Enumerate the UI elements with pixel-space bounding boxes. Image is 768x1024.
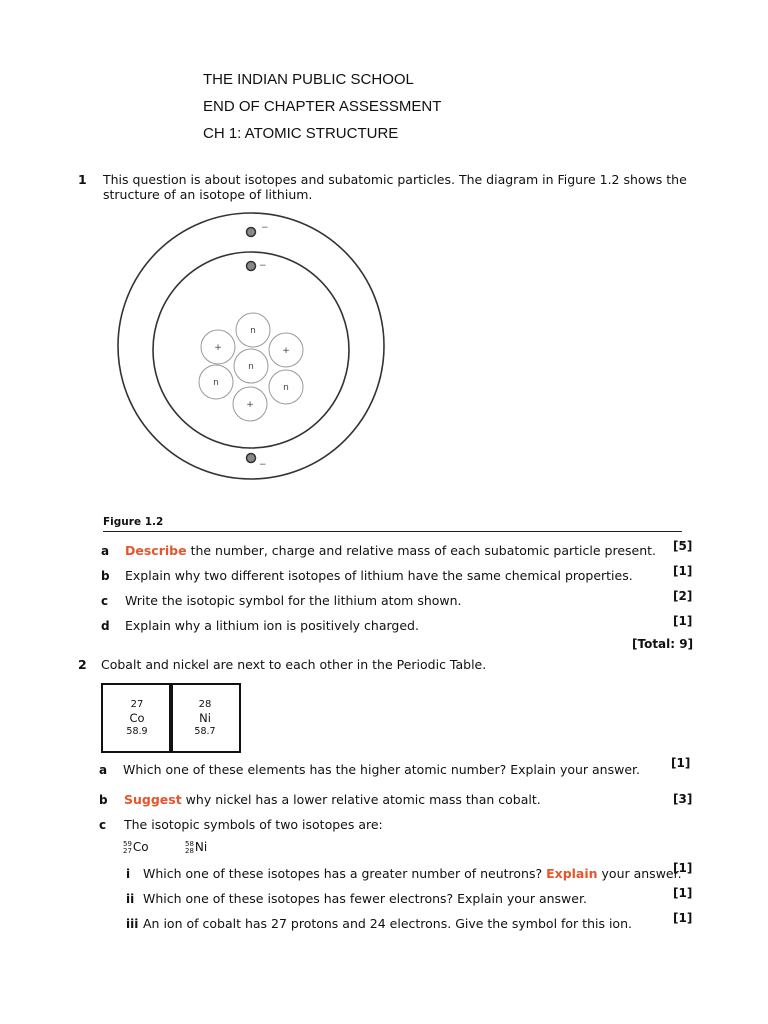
q1-part-d-text: Explain why a lithium ion is positively charged. [125,618,419,633]
q2-part-b-text: Suggest why nickel has a lower relative atomic mass than cobalt. [124,792,541,807]
proton-bottom [233,387,267,421]
svg-text:n: n [213,378,219,388]
q2-subpart-i-text: Which one of these isotopes has a greater number of neutrons? Explain your answer. [143,866,682,881]
cobalt-symbol: Co [129,711,145,725]
nickel-atomic-number: 28 [198,699,212,710]
q1-part-c-text: Write the isotopic symbol for the lithium atom shown. [125,593,462,608]
electron-inner-top [247,261,267,271]
q2-subpart-ii-text: Which one of these isotopes has fewer electrons? Explain your answer. [143,891,587,906]
q2-part-b-highlight: Suggest [124,792,182,807]
q2-part-b-letter: b [99,793,108,807]
q2-subpart-ii-mark: [1] [673,886,693,900]
proton-right [269,333,303,367]
q2-subpart-i-highlight: Explain [546,866,598,881]
q2-subpart-iii-mark: [1] [673,911,693,925]
figure-caption: Figure 1.2 [103,516,164,528]
q1-part-a-mark: [5] [673,539,693,553]
svg-text:+: + [214,343,222,353]
q1-part-b-text: Explain why two different isotopes of lithium have the same chemical properties. [125,568,633,583]
q1-part-c-mark: [2] [673,589,693,603]
question-2-number: 2 [78,657,87,672]
q1-total-mark: [Total: 9] [632,637,694,651]
isotope-cobalt-59: 59 27Co [123,839,149,855]
neutron-center [234,349,268,383]
neutron-right [269,370,303,404]
q2-subpart-iii-text: An ion of cobalt has 27 protons and 24 electrons. Give the symbol for this ion. [143,916,632,931]
svg-text:n: n [248,362,254,372]
q2-subpart-ii-label: ii [126,892,135,906]
q2-subpart-i-label: i [126,867,131,881]
question-1-text-line2: structure of an isotope of lithium. [103,187,313,202]
nickel-atomic-mass: 58.7 [194,726,216,737]
q1-part-b-mark: [1] [673,564,693,578]
isotope-nickel-58: 58 28Ni [185,839,208,855]
svg-text:+: + [246,400,254,410]
proton-left [201,330,235,364]
q2-part-a-text: Which one of these elements has the higher atomic number? Explain your answer. [123,762,640,777]
question-1-number: 1 [78,172,87,187]
nucleus [199,313,303,421]
cobalt-atomic-mass: 58.9 [126,726,148,737]
element-box-nickel [169,683,241,753]
cobalt-atomic-number: 27 [130,699,144,710]
q1-part-a-letter: a [101,544,110,558]
neutron-left [199,365,233,399]
svg-text:n: n [283,383,289,393]
q2-part-a-letter: a [99,763,108,777]
q2-part-c-text: The isotopic symbols of two isotopes are: [124,817,383,832]
svg-text:+: + [282,346,290,356]
electron-inner-bottom [247,454,267,471]
q2-subpart-i-mark: [1] [673,861,693,875]
q2-part-c-letter: c [99,818,107,832]
svg-text:n: n [250,326,256,336]
svg-text:−: − [259,261,267,271]
question-2-text: Cobalt and nickel are next to each other in the Periodic Table. [101,657,487,672]
q1-part-a-highlight: Describe [125,543,187,558]
lithium-atom-diagram [104,212,404,502]
q1-part-d-letter: d [101,619,110,633]
nickel-symbol: Ni [199,711,211,725]
caption-rule [103,531,682,532]
q1-part-b-letter: b [101,569,110,583]
svg-text:−: − [261,223,269,233]
question-1-text-line1: This question is about isotopes and subatomic particles. The diagram in Figure 1.2 shows the [103,172,687,187]
q1-part-c-letter: c [101,594,109,608]
element-box-cobalt [101,683,173,753]
q2-part-b-mark: [3] [673,792,693,806]
school-name: THE INDIAN PUBLIC SCHOOL [203,71,414,88]
assessment-title: END OF CHAPTER ASSESSMENT [203,98,442,115]
chapter-title: CH 1: ATOMIC STRUCTURE [203,125,399,142]
q1-part-d-mark: [1] [673,614,693,628]
neutron-top [236,313,270,347]
q2-subpart-iii-label: iii [126,917,139,931]
electron-outer-top [247,223,269,237]
svg-text:−: − [259,460,267,470]
q2-part-a-mark: [1] [671,756,691,770]
q1-part-a-text: Describe the number, charge and relative mass of each subatomic particle present. [125,543,657,558]
